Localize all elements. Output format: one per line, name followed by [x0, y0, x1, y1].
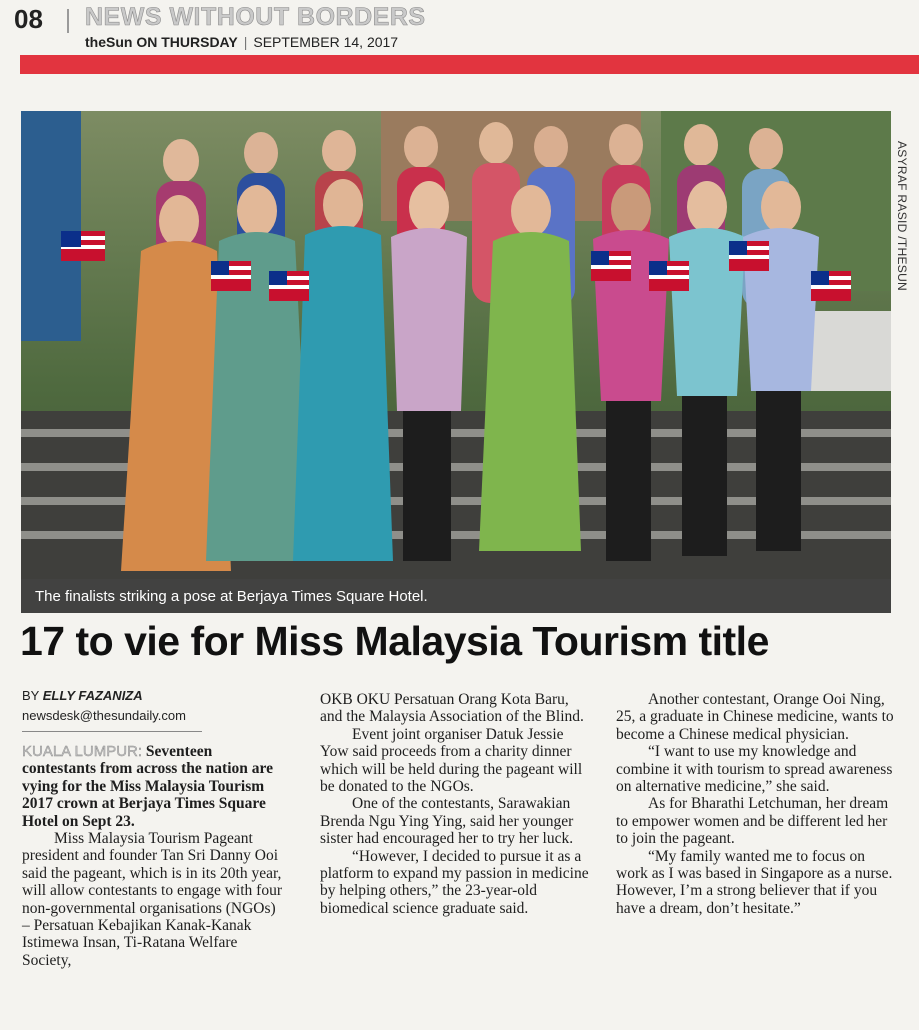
lead-text: Seventeen contestants from across the nation are vying for the Miss Malaysia Tourism 2017 crown at Berjaya Times Square Hotel on Sept 23.	[22, 743, 273, 830]
paragraph-3: Event joint organiser Datuk Jessie Yow said proceeds from a charity dinner which will be held during the pageant will be donated to the NGOs.	[320, 725, 583, 796]
lead-paragraph	[22, 743, 286, 830]
author-name: ELLY FAZANIZA	[42, 688, 143, 703]
publication-name: theSun ON THURSDAY	[85, 34, 238, 50]
photo-illustration	[21, 111, 891, 613]
publication-line	[85, 34, 398, 50]
publication-separator: |	[243, 34, 248, 50]
page-number: 08	[14, 4, 43, 34]
paragraph-9: “My family wanted me to focus on work as I was based in Singapore as a nurse. However, I’m a strong believer that if you have a dream, don’t hesitate.”	[616, 847, 893, 917]
byline	[22, 688, 143, 703]
paragraph-5: “However, I decided to pursue it as a platform to expand my passion in medicine by helping others,” the 23-year-old biomedical science graduate said.	[320, 847, 589, 917]
header-divider	[67, 9, 69, 33]
paragraph-8: As for Bharathi Letchuman, her dream to empower women and be different led her to join the pageant.	[616, 795, 889, 848]
byline-rule	[22, 731, 202, 732]
paragraph-2: Miss Malaysia Tourism Pageant president and founder Tan Sri Danny Ooi said the pageant, which is in its 20th year, will allow contestants to engage with four non-governmental organisations (NGOs) – Persatuan Kebajikan Kanak-Kanak Istimewa Insan, Ti-Ratana Welfare Society,	[22, 830, 282, 969]
photo-credit	[888, 116, 916, 316]
paragraph-6: Another contestant, Orange Ooi Ning, 25, a graduate in Chinese medicine, wants to become a Chinese medical physician.	[616, 691, 894, 743]
publication-date: SEPTEMBER 14, 2017	[253, 34, 399, 50]
header-accent-bar	[20, 55, 919, 74]
article-column-3	[616, 691, 894, 917]
paragraph-2-continued: OKB OKU Persatuan Orang Kota Baru, and the Malaysia Association of the Blind.	[320, 691, 584, 726]
paragraph-7: “I want to use my knowledge and combine it with tourism to spread awareness on alternative medicine,” she said.	[616, 743, 893, 796]
photo-caption: The finalists striking a pose at Berjaya Times Square Hotel.	[35, 588, 428, 605]
news-photo	[21, 111, 891, 613]
byline-label: BY	[22, 688, 40, 703]
article-column-1	[22, 743, 286, 969]
photo-credit-text: ASYRAF RASID /THESUN	[895, 140, 909, 292]
article-column-2	[320, 691, 590, 917]
headline: 17 to vie for Miss Malaysia Tourism title	[20, 618, 769, 664]
page-header	[0, 0, 919, 80]
author-email[interactable]: newsdesk@thesundaily.com	[22, 708, 186, 723]
section-title: NEWS WITHOUT BORDERS	[85, 3, 426, 31]
paragraph-4: One of the contestants, Sarawakian Brenda Ngu Ying Ying, said her younger sister had encouraged her to try her luck.	[320, 795, 574, 848]
dateline: KUALA LUMPUR:	[22, 743, 143, 760]
